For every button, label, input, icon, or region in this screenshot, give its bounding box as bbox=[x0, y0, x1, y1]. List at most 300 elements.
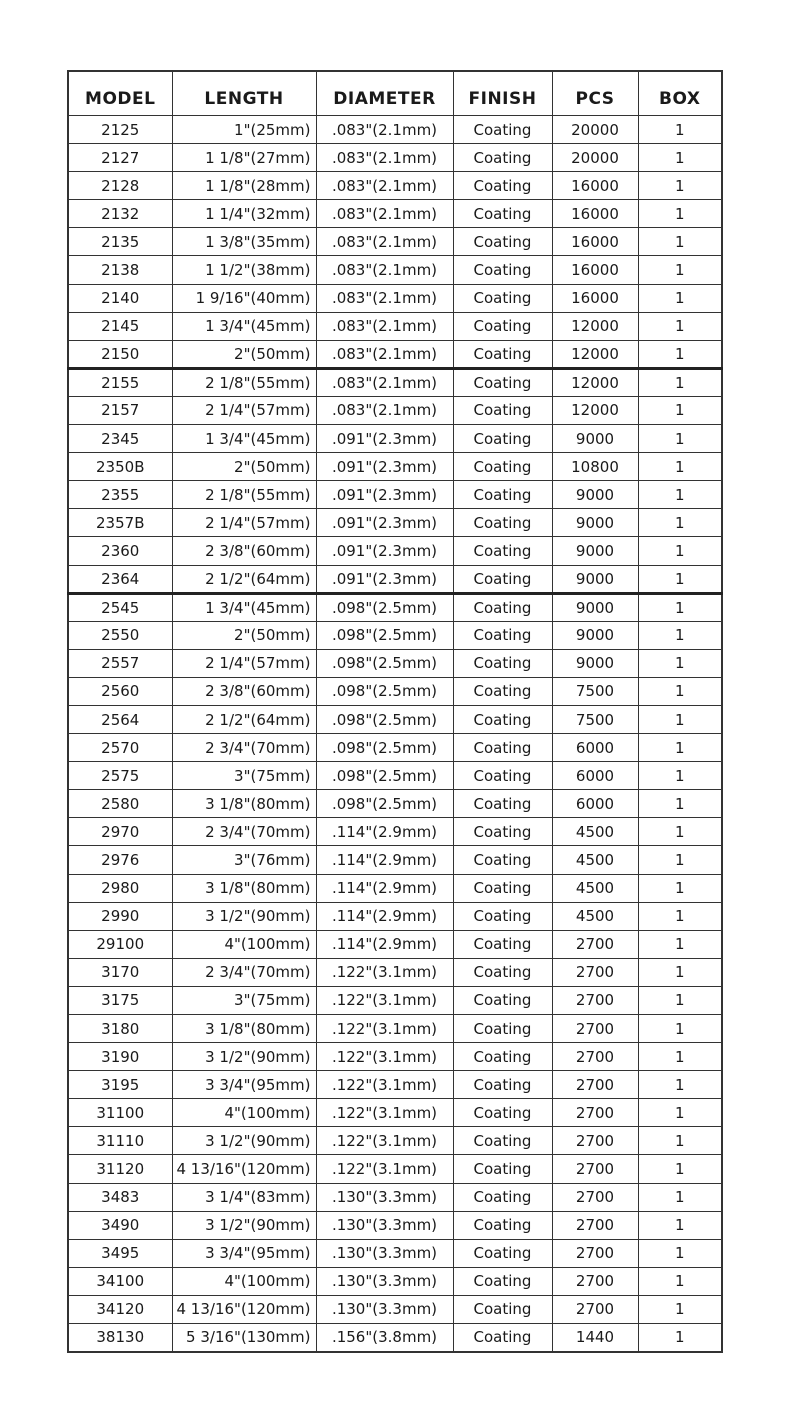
cell-length: 2 1/4"(57mm) bbox=[172, 509, 316, 537]
cell-pcs: 9000 bbox=[552, 509, 638, 537]
cell-finish: Coating bbox=[453, 396, 552, 424]
table-row bbox=[68, 790, 722, 818]
cell-box: 1 bbox=[638, 368, 722, 396]
cell-length: 3 1/2"(90mm) bbox=[172, 1043, 316, 1071]
cell-diameter: .130"(3.3mm) bbox=[316, 1295, 453, 1323]
cell-model: 3195 bbox=[68, 1071, 172, 1099]
cell-model: 2127 bbox=[68, 144, 172, 172]
cell-model: 2357B bbox=[68, 509, 172, 537]
cell-finish: Coating bbox=[453, 312, 552, 340]
header-length: LENGTH bbox=[172, 71, 316, 116]
cell-finish: Coating bbox=[453, 1155, 552, 1183]
cell-pcs: 2700 bbox=[552, 1071, 638, 1099]
cell-box: 1 bbox=[638, 874, 722, 902]
cell-box: 1 bbox=[638, 621, 722, 649]
cell-length: 3"(75mm) bbox=[172, 986, 316, 1014]
cell-model: 3495 bbox=[68, 1239, 172, 1267]
cell-model: 34120 bbox=[68, 1295, 172, 1323]
table-row bbox=[68, 1043, 722, 1071]
cell-box: 1 bbox=[638, 958, 722, 986]
cell-box: 1 bbox=[638, 200, 722, 228]
cell-finish: Coating bbox=[453, 537, 552, 565]
cell-box: 1 bbox=[638, 340, 722, 368]
table-row bbox=[68, 116, 722, 144]
cell-finish: Coating bbox=[453, 1127, 552, 1155]
cell-model: 2128 bbox=[68, 172, 172, 200]
cell-model: 2545 bbox=[68, 593, 172, 621]
cell-diameter: .083"(2.1mm) bbox=[316, 116, 453, 144]
spec-table bbox=[67, 70, 723, 1353]
cell-box: 1 bbox=[638, 565, 722, 593]
cell-length: 4 13/16"(120mm) bbox=[172, 1155, 316, 1183]
cell-diameter: .114"(2.9mm) bbox=[316, 846, 453, 874]
cell-pcs: 12000 bbox=[552, 340, 638, 368]
cell-box: 1 bbox=[638, 1043, 722, 1071]
cell-box: 1 bbox=[638, 902, 722, 930]
table-row bbox=[68, 1267, 722, 1295]
cell-box: 1 bbox=[638, 284, 722, 312]
cell-finish: Coating bbox=[453, 1267, 552, 1295]
cell-finish: Coating bbox=[453, 1239, 552, 1267]
cell-length: 1 3/8"(35mm) bbox=[172, 228, 316, 256]
cell-diameter: .114"(2.9mm) bbox=[316, 818, 453, 846]
cell-pcs: 9000 bbox=[552, 425, 638, 453]
cell-model: 31100 bbox=[68, 1099, 172, 1127]
cell-pcs: 4500 bbox=[552, 874, 638, 902]
cell-box: 1 bbox=[638, 1324, 722, 1352]
cell-diameter: .122"(3.1mm) bbox=[316, 1015, 453, 1043]
cell-pcs: 9000 bbox=[552, 621, 638, 649]
table-body bbox=[68, 116, 722, 1352]
cell-pcs: 9000 bbox=[552, 565, 638, 593]
cell-finish: Coating bbox=[453, 1071, 552, 1099]
cell-diameter: .083"(2.1mm) bbox=[316, 200, 453, 228]
cell-length: 2 1/4"(57mm) bbox=[172, 396, 316, 424]
cell-diameter: .130"(3.3mm) bbox=[316, 1211, 453, 1239]
cell-finish: Coating bbox=[453, 340, 552, 368]
cell-model: 2364 bbox=[68, 565, 172, 593]
cell-diameter: .122"(3.1mm) bbox=[316, 1071, 453, 1099]
cell-finish: Coating bbox=[453, 565, 552, 593]
table-row bbox=[68, 677, 722, 705]
table-row bbox=[68, 537, 722, 565]
table-row bbox=[68, 228, 722, 256]
table-row bbox=[68, 958, 722, 986]
cell-diameter: .083"(2.1mm) bbox=[316, 396, 453, 424]
cell-model: 3175 bbox=[68, 986, 172, 1014]
cell-length: 5 3/16"(130mm) bbox=[172, 1324, 316, 1352]
cell-model: 2560 bbox=[68, 677, 172, 705]
cell-pcs: 4500 bbox=[552, 902, 638, 930]
cell-model: 2140 bbox=[68, 284, 172, 312]
cell-model: 2157 bbox=[68, 396, 172, 424]
cell-diameter: .122"(3.1mm) bbox=[316, 1155, 453, 1183]
table-header bbox=[68, 71, 722, 116]
cell-diameter: .083"(2.1mm) bbox=[316, 228, 453, 256]
cell-finish: Coating bbox=[453, 1043, 552, 1071]
cell-diameter: .083"(2.1mm) bbox=[316, 172, 453, 200]
cell-length: 3 1/8"(80mm) bbox=[172, 790, 316, 818]
cell-finish: Coating bbox=[453, 425, 552, 453]
cell-length: 1 1/2"(38mm) bbox=[172, 256, 316, 284]
table-row bbox=[68, 818, 722, 846]
cell-model: 34100 bbox=[68, 1267, 172, 1295]
cell-finish: Coating bbox=[453, 1099, 552, 1127]
cell-finish: Coating bbox=[453, 1015, 552, 1043]
cell-length: 2"(50mm) bbox=[172, 621, 316, 649]
table-row bbox=[68, 930, 722, 958]
cell-model: 2125 bbox=[68, 116, 172, 144]
cell-diameter: .130"(3.3mm) bbox=[316, 1239, 453, 1267]
cell-diameter: .130"(3.3mm) bbox=[316, 1183, 453, 1211]
cell-finish: Coating bbox=[453, 902, 552, 930]
cell-model: 2557 bbox=[68, 649, 172, 677]
cell-box: 1 bbox=[638, 116, 722, 144]
table-row bbox=[68, 902, 722, 930]
table-row bbox=[68, 1295, 722, 1323]
cell-diameter: .098"(2.5mm) bbox=[316, 593, 453, 621]
cell-finish: Coating bbox=[453, 762, 552, 790]
cell-box: 1 bbox=[638, 481, 722, 509]
cell-box: 1 bbox=[638, 144, 722, 172]
cell-model: 3190 bbox=[68, 1043, 172, 1071]
table-row bbox=[68, 368, 722, 396]
cell-length: 2 3/4"(70mm) bbox=[172, 818, 316, 846]
cell-pcs: 2700 bbox=[552, 1155, 638, 1183]
cell-pcs: 6000 bbox=[552, 790, 638, 818]
cell-finish: Coating bbox=[453, 172, 552, 200]
cell-pcs: 16000 bbox=[552, 200, 638, 228]
cell-length: 4"(100mm) bbox=[172, 1267, 316, 1295]
cell-diameter: .098"(2.5mm) bbox=[316, 621, 453, 649]
cell-length: 1 3/4"(45mm) bbox=[172, 425, 316, 453]
cell-diameter: .130"(3.3mm) bbox=[316, 1267, 453, 1295]
table-row bbox=[68, 256, 722, 284]
cell-finish: Coating bbox=[453, 958, 552, 986]
cell-length: 4 13/16"(120mm) bbox=[172, 1295, 316, 1323]
cell-diameter: .098"(2.5mm) bbox=[316, 790, 453, 818]
cell-diameter: .114"(2.9mm) bbox=[316, 902, 453, 930]
header-model: MODEL bbox=[68, 71, 172, 116]
table-row bbox=[68, 509, 722, 537]
cell-diameter: .091"(2.3mm) bbox=[316, 565, 453, 593]
cell-diameter: .122"(3.1mm) bbox=[316, 986, 453, 1014]
table-row bbox=[68, 705, 722, 733]
cell-diameter: .083"(2.1mm) bbox=[316, 284, 453, 312]
cell-finish: Coating bbox=[453, 986, 552, 1014]
cell-finish: Coating bbox=[453, 734, 552, 762]
cell-box: 1 bbox=[638, 228, 722, 256]
header-finish: FINISH bbox=[453, 71, 552, 116]
cell-pcs: 6000 bbox=[552, 762, 638, 790]
cell-length: 1 9/16"(40mm) bbox=[172, 284, 316, 312]
cell-length: 1 3/4"(45mm) bbox=[172, 312, 316, 340]
cell-model: 3180 bbox=[68, 1015, 172, 1043]
cell-model: 2135 bbox=[68, 228, 172, 256]
cell-box: 1 bbox=[638, 1071, 722, 1099]
table-row bbox=[68, 1324, 722, 1352]
cell-model: 2145 bbox=[68, 312, 172, 340]
cell-finish: Coating bbox=[453, 1211, 552, 1239]
table-row bbox=[68, 340, 722, 368]
cell-model: 2360 bbox=[68, 537, 172, 565]
cell-box: 1 bbox=[638, 1239, 722, 1267]
cell-finish: Coating bbox=[453, 481, 552, 509]
header-row bbox=[68, 71, 722, 116]
cell-pcs: 7500 bbox=[552, 677, 638, 705]
cell-box: 1 bbox=[638, 1267, 722, 1295]
cell-length: 3 1/2"(90mm) bbox=[172, 902, 316, 930]
table-row bbox=[68, 1071, 722, 1099]
table-row bbox=[68, 144, 722, 172]
table-row bbox=[68, 1099, 722, 1127]
cell-length: 2"(50mm) bbox=[172, 340, 316, 368]
cell-pcs: 4500 bbox=[552, 818, 638, 846]
cell-diameter: .098"(2.5mm) bbox=[316, 705, 453, 733]
table-row bbox=[68, 846, 722, 874]
cell-finish: Coating bbox=[453, 677, 552, 705]
cell-finish: Coating bbox=[453, 705, 552, 733]
cell-model: 3483 bbox=[68, 1183, 172, 1211]
cell-pcs: 1440 bbox=[552, 1324, 638, 1352]
cell-diameter: .122"(3.1mm) bbox=[316, 958, 453, 986]
cell-finish: Coating bbox=[453, 874, 552, 902]
cell-length: 2 3/4"(70mm) bbox=[172, 958, 316, 986]
cell-model: 2155 bbox=[68, 368, 172, 396]
table-row bbox=[68, 1211, 722, 1239]
cell-length: 4"(100mm) bbox=[172, 930, 316, 958]
cell-length: 3 3/4"(95mm) bbox=[172, 1239, 316, 1267]
cell-box: 1 bbox=[638, 705, 722, 733]
cell-length: 1 3/4"(45mm) bbox=[172, 593, 316, 621]
cell-pcs: 2700 bbox=[552, 1099, 638, 1127]
cell-diameter: .098"(2.5mm) bbox=[316, 734, 453, 762]
cell-pcs: 2700 bbox=[552, 1267, 638, 1295]
cell-pcs: 20000 bbox=[552, 144, 638, 172]
cell-finish: Coating bbox=[453, 1183, 552, 1211]
cell-box: 1 bbox=[638, 312, 722, 340]
cell-diameter: .114"(2.9mm) bbox=[316, 930, 453, 958]
table-row bbox=[68, 734, 722, 762]
cell-length: 3"(76mm) bbox=[172, 846, 316, 874]
cell-length: 2 1/8"(55mm) bbox=[172, 368, 316, 396]
cell-length: 3 1/8"(80mm) bbox=[172, 1015, 316, 1043]
cell-pcs: 2700 bbox=[552, 1239, 638, 1267]
cell-diameter: .098"(2.5mm) bbox=[316, 762, 453, 790]
cell-pcs: 6000 bbox=[552, 734, 638, 762]
cell-diameter: .091"(2.3mm) bbox=[316, 453, 453, 481]
cell-pcs: 12000 bbox=[552, 368, 638, 396]
cell-finish: Coating bbox=[453, 593, 552, 621]
table-row bbox=[68, 1127, 722, 1155]
cell-length: 2"(50mm) bbox=[172, 453, 316, 481]
cell-pcs: 2700 bbox=[552, 1015, 638, 1043]
header-box: BOX bbox=[638, 71, 722, 116]
cell-box: 1 bbox=[638, 1015, 722, 1043]
cell-finish: Coating bbox=[453, 790, 552, 818]
cell-diameter: .122"(3.1mm) bbox=[316, 1127, 453, 1155]
cell-diameter: .083"(2.1mm) bbox=[316, 256, 453, 284]
cell-diameter: .156"(3.8mm) bbox=[316, 1324, 453, 1352]
header-pcs: PCS bbox=[552, 71, 638, 116]
cell-model: 2980 bbox=[68, 874, 172, 902]
cell-pcs: 2700 bbox=[552, 1183, 638, 1211]
cell-box: 1 bbox=[638, 1295, 722, 1323]
cell-diameter: .098"(2.5mm) bbox=[316, 677, 453, 705]
table-row bbox=[68, 874, 722, 902]
cell-diameter: .083"(2.1mm) bbox=[316, 144, 453, 172]
cell-pcs: 12000 bbox=[552, 396, 638, 424]
cell-box: 1 bbox=[638, 425, 722, 453]
cell-pcs: 2700 bbox=[552, 930, 638, 958]
cell-diameter: .083"(2.1mm) bbox=[316, 368, 453, 396]
cell-model: 3490 bbox=[68, 1211, 172, 1239]
cell-model: 2550 bbox=[68, 621, 172, 649]
cell-model: 31120 bbox=[68, 1155, 172, 1183]
cell-finish: Coating bbox=[453, 284, 552, 312]
cell-length: 3"(75mm) bbox=[172, 762, 316, 790]
cell-box: 1 bbox=[638, 790, 722, 818]
cell-length: 2 1/2"(64mm) bbox=[172, 565, 316, 593]
cell-box: 1 bbox=[638, 593, 722, 621]
cell-finish: Coating bbox=[453, 453, 552, 481]
cell-model: 2580 bbox=[68, 790, 172, 818]
table-row bbox=[68, 453, 722, 481]
cell-pcs: 9000 bbox=[552, 649, 638, 677]
cell-finish: Coating bbox=[453, 228, 552, 256]
cell-diameter: .083"(2.1mm) bbox=[316, 312, 453, 340]
cell-model: 2570 bbox=[68, 734, 172, 762]
cell-diameter: .083"(2.1mm) bbox=[316, 340, 453, 368]
cell-finish: Coating bbox=[453, 144, 552, 172]
cell-box: 1 bbox=[638, 396, 722, 424]
cell-pcs: 2700 bbox=[552, 1211, 638, 1239]
table-row bbox=[68, 312, 722, 340]
cell-pcs: 16000 bbox=[552, 228, 638, 256]
cell-pcs: 16000 bbox=[552, 172, 638, 200]
cell-model: 2132 bbox=[68, 200, 172, 228]
cell-length: 2 1/4"(57mm) bbox=[172, 649, 316, 677]
cell-box: 1 bbox=[638, 1183, 722, 1211]
cell-box: 1 bbox=[638, 986, 722, 1014]
cell-diameter: .098"(2.5mm) bbox=[316, 649, 453, 677]
cell-box: 1 bbox=[638, 818, 722, 846]
cell-length: 2 3/4"(70mm) bbox=[172, 734, 316, 762]
cell-finish: Coating bbox=[453, 846, 552, 874]
cell-length: 3 1/4"(83mm) bbox=[172, 1183, 316, 1211]
cell-model: 2345 bbox=[68, 425, 172, 453]
table-row bbox=[68, 396, 722, 424]
cell-model: 2575 bbox=[68, 762, 172, 790]
cell-diameter: .091"(2.3mm) bbox=[316, 509, 453, 537]
cell-model: 2976 bbox=[68, 846, 172, 874]
cell-box: 1 bbox=[638, 1211, 722, 1239]
cell-length: 1 1/8"(28mm) bbox=[172, 172, 316, 200]
cell-finish: Coating bbox=[453, 649, 552, 677]
cell-pcs: 2700 bbox=[552, 1043, 638, 1071]
table-row bbox=[68, 649, 722, 677]
cell-length: 1"(25mm) bbox=[172, 116, 316, 144]
cell-model: 2990 bbox=[68, 902, 172, 930]
cell-box: 1 bbox=[638, 509, 722, 537]
cell-finish: Coating bbox=[453, 818, 552, 846]
cell-pcs: 2700 bbox=[552, 1127, 638, 1155]
cell-pcs: 9000 bbox=[552, 537, 638, 565]
cell-box: 1 bbox=[638, 930, 722, 958]
cell-length: 2 1/2"(64mm) bbox=[172, 705, 316, 733]
cell-pcs: 12000 bbox=[552, 312, 638, 340]
cell-box: 1 bbox=[638, 1099, 722, 1127]
cell-finish: Coating bbox=[453, 256, 552, 284]
cell-pcs: 9000 bbox=[552, 593, 638, 621]
cell-finish: Coating bbox=[453, 200, 552, 228]
cell-box: 1 bbox=[638, 762, 722, 790]
cell-model: 2350B bbox=[68, 453, 172, 481]
cell-model: 2970 bbox=[68, 818, 172, 846]
cell-pcs: 7500 bbox=[552, 705, 638, 733]
cell-box: 1 bbox=[638, 846, 722, 874]
cell-length: 3 1/8"(80mm) bbox=[172, 874, 316, 902]
cell-finish: Coating bbox=[453, 368, 552, 396]
table-row bbox=[68, 621, 722, 649]
cell-box: 1 bbox=[638, 649, 722, 677]
cell-model: 2564 bbox=[68, 705, 172, 733]
cell-finish: Coating bbox=[453, 930, 552, 958]
table-row bbox=[68, 986, 722, 1014]
table-row bbox=[68, 1015, 722, 1043]
cell-box: 1 bbox=[638, 1127, 722, 1155]
cell-pcs: 16000 bbox=[552, 256, 638, 284]
table-row bbox=[68, 172, 722, 200]
cell-length: 4"(100mm) bbox=[172, 1099, 316, 1127]
table-row bbox=[68, 1239, 722, 1267]
cell-model: 2355 bbox=[68, 481, 172, 509]
cell-length: 1 1/8"(27mm) bbox=[172, 144, 316, 172]
cell-finish: Coating bbox=[453, 509, 552, 537]
table-row bbox=[68, 200, 722, 228]
cell-box: 1 bbox=[638, 537, 722, 565]
table-row bbox=[68, 284, 722, 312]
cell-diameter: .091"(2.3mm) bbox=[316, 425, 453, 453]
cell-model: 38130 bbox=[68, 1324, 172, 1352]
cell-model: 2138 bbox=[68, 256, 172, 284]
cell-box: 1 bbox=[638, 256, 722, 284]
cell-model: 31110 bbox=[68, 1127, 172, 1155]
cell-finish: Coating bbox=[453, 621, 552, 649]
cell-pcs: 4500 bbox=[552, 846, 638, 874]
cell-length: 2 3/8"(60mm) bbox=[172, 537, 316, 565]
table-row bbox=[68, 565, 722, 593]
cell-pcs: 20000 bbox=[552, 116, 638, 144]
cell-length: 3 1/2"(90mm) bbox=[172, 1127, 316, 1155]
cell-length: 1 1/4"(32mm) bbox=[172, 200, 316, 228]
cell-length: 3 1/2"(90mm) bbox=[172, 1211, 316, 1239]
cell-diameter: .114"(2.9mm) bbox=[316, 874, 453, 902]
cell-length: 2 1/8"(55mm) bbox=[172, 481, 316, 509]
cell-length: 3 3/4"(95mm) bbox=[172, 1071, 316, 1099]
cell-finish: Coating bbox=[453, 1295, 552, 1323]
table-row bbox=[68, 481, 722, 509]
table-row bbox=[68, 1155, 722, 1183]
cell-diameter: .091"(2.3mm) bbox=[316, 537, 453, 565]
cell-finish: Coating bbox=[453, 1324, 552, 1352]
cell-model: 3170 bbox=[68, 958, 172, 986]
cell-box: 1 bbox=[638, 1155, 722, 1183]
table-row bbox=[68, 1183, 722, 1211]
cell-pcs: 9000 bbox=[552, 481, 638, 509]
cell-pcs: 2700 bbox=[552, 986, 638, 1014]
header-diameter: DIAMETER bbox=[316, 71, 453, 116]
